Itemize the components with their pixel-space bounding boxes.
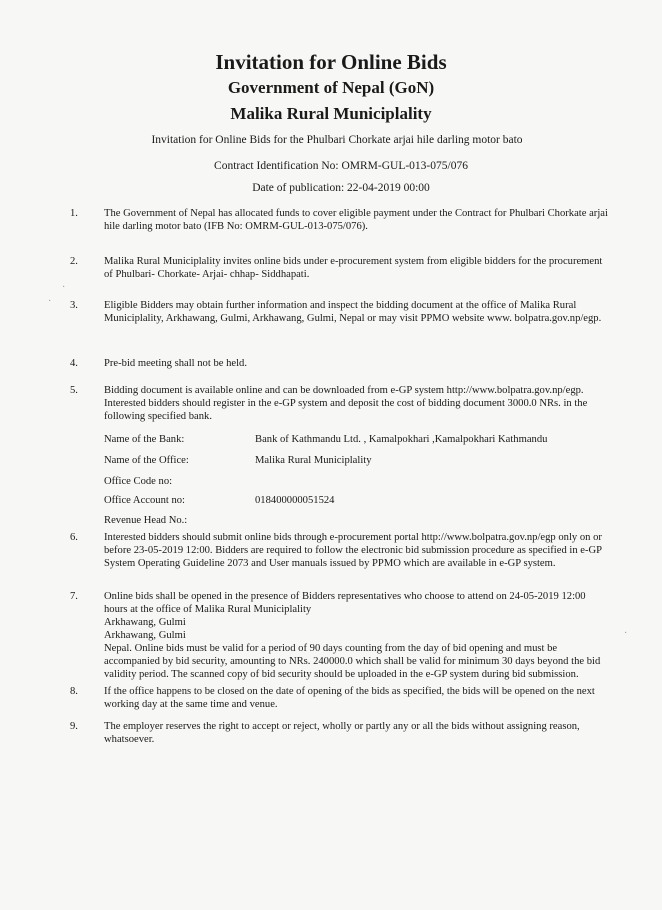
contract-id: Contract Identification No: OMRM-GUL-013-075/076 bbox=[214, 160, 468, 172]
item-number: 4. bbox=[70, 358, 78, 369]
item-text: Bidding document is available online and can be downloaded from e-GP system http://www.bolpatra.gov.np/egp. Interested bidders should register in the e-GP system and deposit the cost of bidding document 3000.0 NRs. in the following specified bank. bbox=[104, 385, 588, 422]
subtitle: Invitation for Online Bids for the Phulbari Chorkate arjai hile darling motor bato bbox=[151, 134, 523, 146]
bank-value: Malika Rural Municiplality bbox=[255, 455, 372, 466]
item-number: 5. bbox=[70, 385, 78, 396]
document-title: Invitation for Online Bids bbox=[215, 50, 447, 74]
bank-value: Bank of Kathmandu Ltd. , Kamalpokhari ,Kamalpokhari Kathmandu bbox=[255, 434, 548, 445]
item-text: The Government of Nepal has allocated funds to cover eligible payment under the Contract for Phulbari Chorkate arjai hile darling motor bato (IFB No: OMRM-GUL-013-075/076). bbox=[104, 208, 608, 232]
bank-label: Office Code no: bbox=[104, 476, 173, 487]
item-number: 8. bbox=[70, 686, 78, 697]
item-text: If the office happens to be closed on the date of opening of the bids as specified, the bids will be opened on the next working day at the same time and venue. bbox=[104, 686, 595, 710]
scan-mark: · bbox=[48, 296, 52, 307]
municipality-heading: Malika Rural Municiplality bbox=[230, 104, 432, 123]
bank-label: Office Account no: bbox=[104, 495, 185, 506]
item-text: The employer reserves the right to accept or reject, wholly or partly any or all the bids without assigning reason, whatsoever. bbox=[104, 721, 580, 745]
item-number: 9. bbox=[70, 721, 78, 732]
item-number: 6. bbox=[70, 532, 78, 543]
bank-value: 018400000051524 bbox=[255, 495, 335, 506]
bank-label: Name of the Bank: bbox=[104, 434, 185, 445]
item-number: 2. bbox=[70, 256, 78, 267]
government-heading: Government of Nepal (GoN) bbox=[227, 78, 435, 97]
item-text: Eligible Bidders may obtain further information and inspect the bidding document at the office of Malika Rural Municiplality, Arkhawang, Gulmi, Arkhawang, Gulmi, Nepal or may visit PPMO website www. bolpatra.gov.np/egp. bbox=[104, 300, 602, 324]
bank-label: Name of the Office: bbox=[104, 455, 189, 466]
item-text: Interested bidders should submit online bids through e-procurement portal http://www.bolpatra.gov.np/egp only on or before 23-05-2019 12:00. Bidders are required to follow the electronic bid submission procedure as specified in e-GP System Operating Guideline 2073 and User manuals issued by PPMO which are available in e-GP system. bbox=[104, 532, 602, 569]
bank-label: Revenue Head No.: bbox=[104, 515, 188, 526]
item-number: 7. bbox=[70, 591, 78, 602]
item-number: 3. bbox=[70, 300, 78, 311]
scan-mark: · bbox=[62, 282, 66, 293]
publication-date: Date of publication: 22-04-2019 00:00 bbox=[252, 182, 430, 194]
item-number: 1. bbox=[70, 208, 78, 219]
scan-mark: · bbox=[624, 628, 628, 639]
item-text: Malika Rural Municiplality invites online bids under e-procurement system from eligible bidders for the procurement of Phulbari- Chorkate- Arjai- chhap- Siddhapati. bbox=[104, 256, 603, 280]
item-text: Online bids shall be opened in the presence of Bidders representatives who choose to attend on 24-05-2019 12:00 hours at the office of Malika Rural Municiplality Arkhawang, Gulmi Arkhawang, Gulmi Nepal. Online bids must be valid for a period of 90 days counting from the day of bid opening and must be accompanied by bid security, amounting to NRs. 240000.0 which shall be valid for minimum 30 days beyond the bid validity period. The scanned copy of bid security should be uploaded in the e-GP system during bid submission. bbox=[104, 591, 601, 680]
item-text: Pre-bid meeting shall not be held. bbox=[104, 358, 247, 369]
